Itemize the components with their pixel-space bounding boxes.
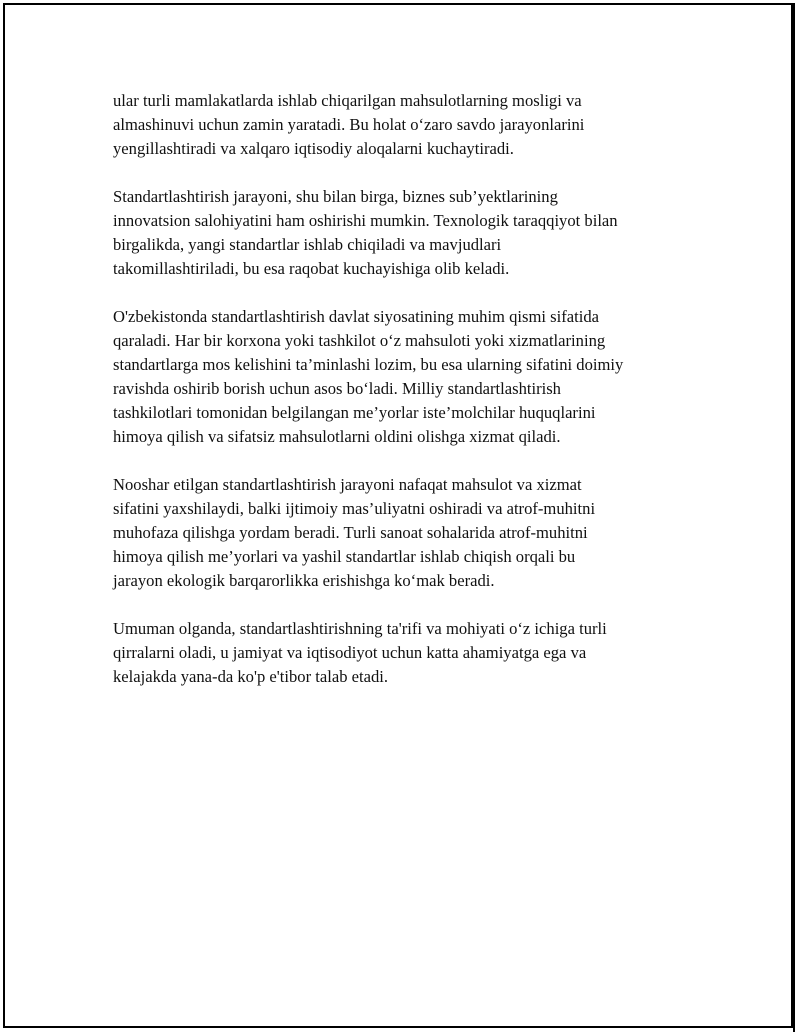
text-line: almashinuvi uchun zamin yaratadi. Bu holat o‘zaro savdo jarayonlarini [113, 115, 585, 134]
text-line: O'zbekistonda standartlashtirish davlat siyosatining muhim qismi sifatida [113, 307, 599, 326]
text-line: kelajakda yana-da ko'p e'tibor talab etadi. [113, 667, 389, 686]
text-line: tashkilotlari tomonidan belgilangan me’yorlar iste’molchilar huquqlarini [113, 403, 596, 422]
text-line: ravishda oshirib borish uchun asos bo‘ladi. Milliy standartlashtirish [113, 379, 561, 398]
paragraph-4 [113, 473, 693, 593]
text-line: qirralarni oladi, u jamiyat va iqtisodiyot uchun katta ahamiyatga ega va [113, 643, 587, 662]
paragraph-2 [113, 185, 693, 281]
document-body [113, 89, 693, 713]
text-line: sifatini yaxshilaydi, balki ijtimoiy mas’uliyatni oshiradi va atrof-muhitni [113, 499, 596, 518]
text-line: birgalikda, yangi standartlar ishlab chiqiladi va mavjudlari [113, 235, 502, 254]
text-line: jarayon ekologik barqarorlikka erishishga ko‘mak beradi. [113, 571, 495, 590]
text-line: yengillashtiradi va xalqaro iqtisodiy aloqalarni kuchaytiradi. [113, 139, 514, 158]
text-line: innovatsion salohiyatini ham oshirishi mumkin. Texnologik taraqqiyot bilan [113, 211, 618, 230]
text-line: Umuman olganda, standartlashtirishning ta'rifi va mohiyati o‘z ichiga turli [113, 619, 607, 638]
text-line: himoya qilish me’yorlari va yashil standartlar ishlab chiqish orqali bu [113, 547, 576, 566]
paragraph-3 [113, 305, 693, 449]
text-line: himoya qilish va sifatsiz mahsulotlarni oldini olishga xizmat qiladi. [113, 427, 561, 446]
text-line: qaraladi. Har bir korxona yoki tashkilot o‘z mahsuloti yoki xizmatlarining [113, 331, 606, 350]
text-line: ular turli mamlakatlarda ishlab chiqarilgan mahsulotlarning mosligi va [113, 91, 582, 110]
text-line: takomillashtiriladi, bu esa raqobat kuchayishiga olib keladi. [113, 259, 510, 278]
text-line: Standartlashtirish jarayoni, shu bilan birga, biznes sub’yektlarining [113, 187, 558, 206]
text-line: standartlarga mos kelishini ta’minlashi lozim, bu esa ularning sifatini doimiy [113, 355, 624, 374]
text-line: Nooshar etilgan standartlashtirish jarayoni nafaqat mahsulot va xizmat [113, 475, 582, 494]
paragraph-1 [113, 89, 693, 161]
text-line: muhofaza qilishga yordam beradi. Turli sanoat sohalarida atrof-muhitni [113, 523, 588, 542]
paragraph-5 [113, 617, 693, 689]
